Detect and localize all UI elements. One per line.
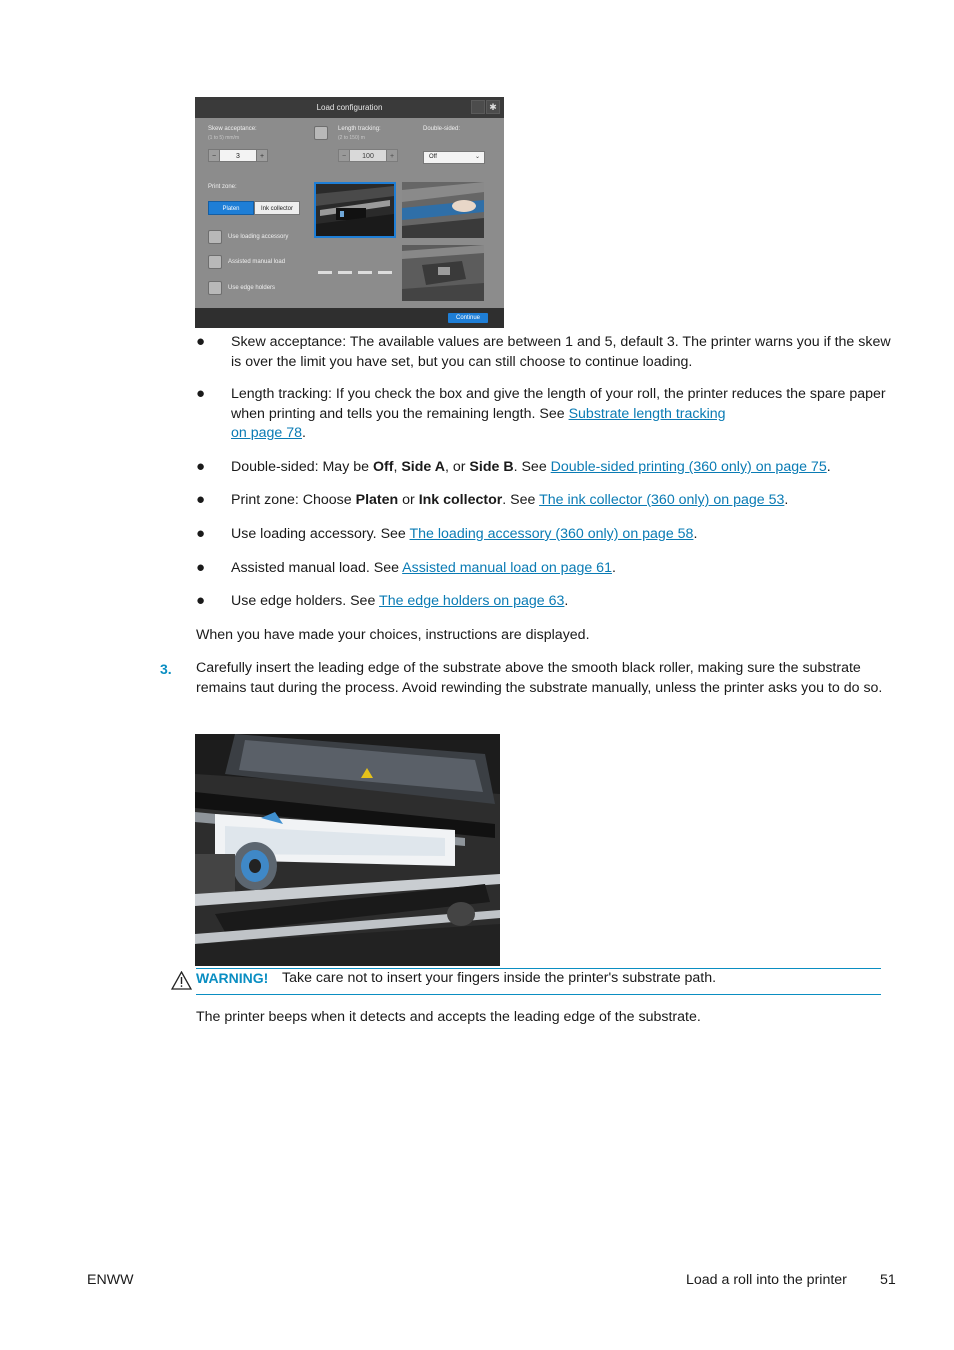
bullet-text: . See <box>513 459 551 475</box>
footer-left: ENWW <box>87 1272 134 1288</box>
skew-range: (1 to 5) mm/m <box>208 135 240 141</box>
dialog-titlebar <box>195 97 504 118</box>
bullet-marker: ● <box>196 385 206 402</box>
platen-button[interactable]: Platen <box>208 201 254 215</box>
bullet-marker: ● <box>196 491 206 508</box>
edge-holders-illustration <box>314 245 396 301</box>
platen-thumbnail[interactable] <box>314 182 396 238</box>
assisted-load-illustration <box>402 245 484 301</box>
platen-illustration <box>316 184 394 236</box>
bullet-loading-accessory <box>231 525 891 545</box>
printer-loading-photo <box>195 734 500 966</box>
link-assisted-manual-load[interactable]: Assisted manual load on page 61 <box>402 560 612 576</box>
ink-collector-thumbnail[interactable] <box>402 182 484 238</box>
option-side-a: Side A <box>401 459 445 475</box>
edge-holders-thumbnail <box>314 245 396 301</box>
bullet-text: Skew acceptance: The available values are between 1 and 5, default 3. The printer warns you if the skew is over the limit you have set, but you can still choose to continue loading. <box>231 334 891 370</box>
after-bullets-text: When you have made your choices, instructions are displayed. <box>196 627 590 643</box>
length-value[interactable]: 100 <box>350 149 386 162</box>
length-stepper[interactable] <box>338 149 398 162</box>
skew-label: Skew acceptance: <box>208 126 257 132</box>
link-double-sided-printing[interactable]: Double-sided printing (360 only) on page 75 <box>550 459 827 475</box>
bullet-text: Print zone: Choose <box>231 492 356 508</box>
bullet-text: or <box>398 492 419 508</box>
warning-bottom-rule <box>196 994 881 995</box>
length-tracking-label: Length tracking: <box>338 126 381 132</box>
option-platen: Platen <box>355 492 399 508</box>
warning-top-rule <box>196 968 881 969</box>
assisted-load-thumbnail <box>402 245 484 301</box>
assisted-manual-checkbox[interactable] <box>208 255 222 269</box>
bullet-text: . See <box>502 492 540 508</box>
loading-accessory-checkbox[interactable] <box>208 230 222 244</box>
ink-collector-button[interactable]: Ink collector <box>254 201 300 215</box>
link-edge-holders[interactable]: The edge holders on page 63 <box>379 593 565 609</box>
length-plus-button[interactable]: + <box>386 149 398 162</box>
chevron-down-icon: ⌄ <box>474 154 480 160</box>
settings-icon[interactable]: ✱ <box>486 100 500 114</box>
bullet-text: , or <box>444 459 470 475</box>
bullet-text: . <box>693 526 698 542</box>
print-zone-label: Print zone: <box>208 184 237 190</box>
length-minus-button[interactable]: − <box>338 149 350 162</box>
skew-stepper[interactable] <box>208 149 268 162</box>
ink-collector-illustration <box>402 182 484 238</box>
bullet-text: . <box>784 492 789 508</box>
bullet-print-zone <box>231 491 891 511</box>
length-tracking-checkbox[interactable] <box>314 126 328 140</box>
bullet-text: . <box>826 459 831 475</box>
option-ink-collector: Ink collector <box>418 492 503 508</box>
bullet-text: . <box>564 593 569 609</box>
skew-minus-button[interactable]: − <box>208 149 220 162</box>
bullet-text: . <box>611 560 616 576</box>
loading-accessory-label: Use loading accessory <box>228 234 289 240</box>
skew-value[interactable]: 3 <box>220 149 256 162</box>
bullet-skew <box>231 333 891 372</box>
bullet-text: Use edge holders. See <box>231 593 380 609</box>
continue-button[interactable]: Continue <box>448 313 488 323</box>
window-button[interactable] <box>471 100 485 114</box>
step-text: Carefully insert the leading edge of the substrate above the smooth black roller, making sure the substrate remains taut during the process. Avoid rewinding the substrate manually, unless the printer asks you to do so. <box>196 660 883 696</box>
double-sided-select[interactable] <box>423 151 485 164</box>
bullet-text: Assisted manual load. See <box>231 560 403 576</box>
bullet-marker: ● <box>196 559 206 576</box>
warning-text: Take care not to insert your fingers inside the printer's substrate path. <box>282 970 717 986</box>
warning-label: WARNING! <box>196 970 269 986</box>
bullet-marker: ● <box>196 458 206 475</box>
link-substrate-length-tracking-page[interactable]: on page 78 <box>231 425 303 441</box>
footer-page-number: 51 <box>880 1272 896 1288</box>
printer-illustration <box>195 734 500 966</box>
bullet-double-sided <box>231 458 891 478</box>
warning-icon <box>171 971 192 990</box>
footer-section: Load a roll into the printer <box>686 1272 847 1288</box>
step-number: 3. <box>160 661 172 677</box>
option-off: Off <box>372 459 394 475</box>
edge-holders-label: Use edge holders <box>228 285 276 291</box>
option-side-b: Side B <box>469 459 514 475</box>
bullet-marker: ● <box>196 333 206 350</box>
length-range: (2 to 150) m <box>338 135 365 141</box>
bullet-text: . <box>302 425 306 441</box>
bullet-edge-holders <box>231 592 891 612</box>
bullet-marker: ● <box>196 525 206 542</box>
closing-text: The printer beeps when it detects and accepts the leading edge of the substrate. <box>196 1009 701 1025</box>
link-substrate-length-tracking[interactable]: Substrate length tracking <box>568 405 726 422</box>
bullet-marker: ● <box>196 592 206 609</box>
link-ink-collector[interactable]: The ink collector (360 only) on page 53 <box>539 492 785 508</box>
bullet-text: Use loading accessory. See <box>231 526 410 542</box>
skew-plus-button[interactable]: + <box>256 149 268 162</box>
double-sided-label: Double-sided: <box>423 126 461 132</box>
edge-holders-checkbox[interactable] <box>208 281 222 295</box>
bullet-text: , <box>393 459 402 475</box>
assisted-manual-label: Assisted manual load <box>228 259 286 265</box>
bullet-length-tracking <box>231 385 891 444</box>
bullet-text: Length tracking: If you check the box and give the length of your roll, the printer reduces the spare paper when printing and tells you the remaining length. See <box>231 386 886 422</box>
link-loading-accessory[interactable]: The loading accessory (360 only) on page 58 <box>409 526 694 542</box>
dialog-title: Load configuration <box>316 103 383 112</box>
bullet-text: Double-sided: May be <box>231 459 373 475</box>
bullet-assisted-manual-load <box>231 559 891 579</box>
load-configuration-screenshot <box>195 97 504 328</box>
double-sided-value: Off <box>429 154 437 160</box>
